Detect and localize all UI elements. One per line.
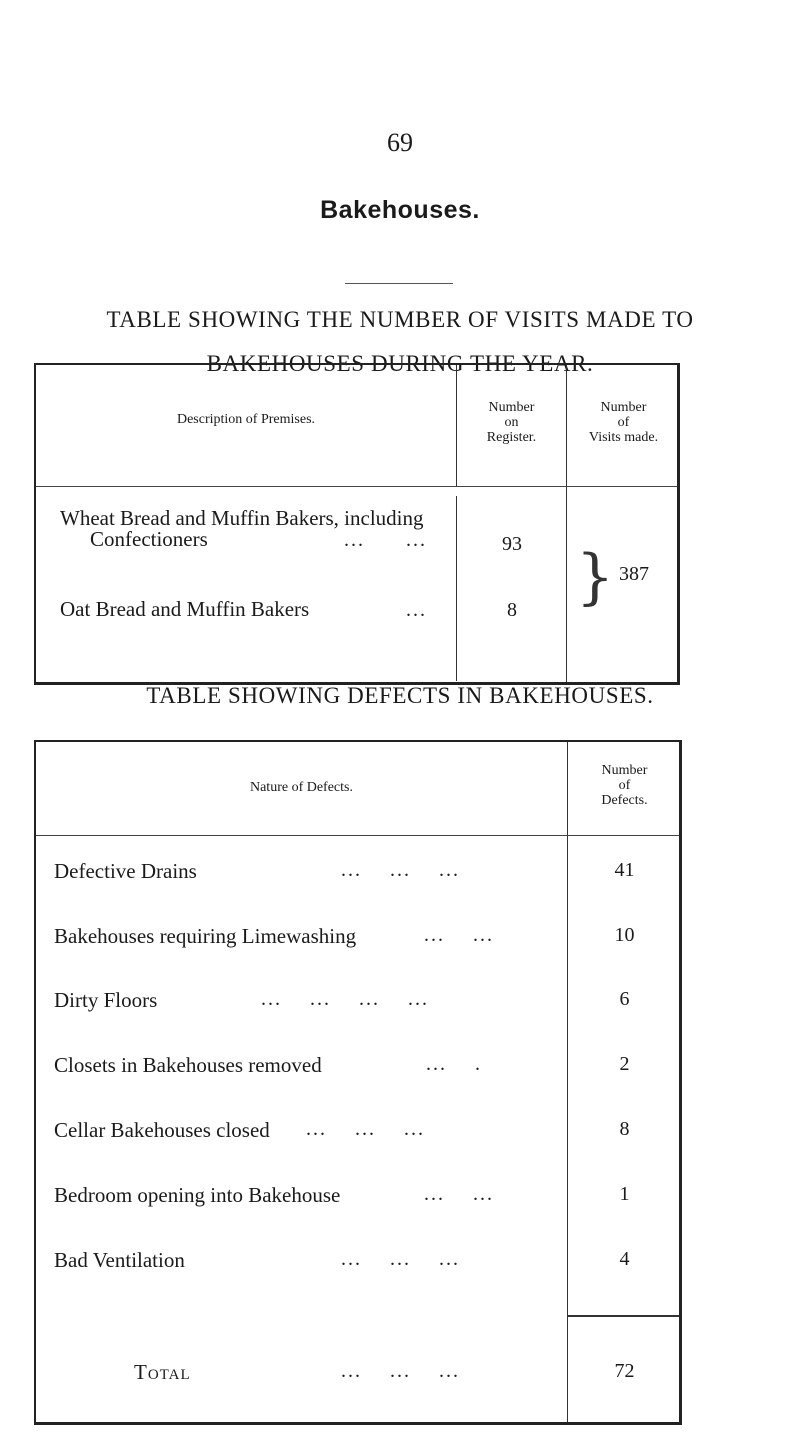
defect-label: Cellar Bakehouses closed [54,1118,270,1142]
visits-made-total: 387 [619,563,649,585]
column-divider [456,496,457,681]
row2-leader-dots: ... [406,599,427,621]
page-number: 69 [387,128,413,157]
defect-count: 4 [619,1248,630,1270]
leader-dots: ... ... ... [341,1360,460,1382]
row2-register-count: 8 [507,599,517,621]
defect-count: 41 [614,859,635,881]
defects-table [34,740,682,1425]
table1-caption-line2: BAKEHOUSES DURING THE YEAR. [206,351,594,376]
total-count: 72 [614,1360,635,1382]
total-label: Total [134,1360,191,1384]
header-number-of-defects: Number of Defects. [601,763,648,808]
table-row [36,1053,682,1083]
visits-table [34,363,680,685]
table-row [36,988,682,1018]
leader-dots: ... ... [424,1183,494,1205]
table-row [36,1118,682,1148]
defect-count: 10 [614,924,635,946]
defect-label: Bedroom opening into Bakehouse [54,1183,341,1207]
table2-caption: TABLE SHOWING DEFECTS IN BAKEHOUSES. [146,683,654,708]
row1-register-count: 93 [502,533,522,555]
leader-dots: ... ... ... [341,1248,460,1270]
row2-description: Oat Bread and Muffin Bakers [60,597,310,621]
table-row [36,924,682,954]
header-divider [36,835,679,836]
leader-dots: ... ... ... [341,859,460,881]
header-number-on-register: Number on Register. [486,400,537,445]
table-row [36,1183,682,1213]
leader-dots: ... ... ... ... [261,988,429,1010]
column-divider [566,486,567,682]
row1-description-line2: Confectioners [90,527,208,551]
table-row [36,859,682,889]
table1-caption-line1: TABLE SHOWING THE NUMBER OF VISITS MADE TO [106,307,694,332]
leader-dots: ... ... ... [306,1118,425,1140]
defect-count: 2 [619,1053,630,1075]
defect-count: 1 [619,1183,630,1205]
defect-label: Bad Ventilation [54,1248,185,1272]
brace-icon: } [576,542,615,612]
page-heading: Bakehouses. [320,196,480,224]
row1-description-line1: Wheat Bread and Muffin Bakers, including [60,506,424,530]
defect-count: 8 [619,1118,630,1140]
leader-dots: ... ... [424,924,494,946]
leader-dots: ... . [426,1053,482,1075]
header-number-of-visits: Number of Visits made. [588,400,659,445]
table-row [36,1248,682,1278]
defect-label: Defective Drains [54,859,197,883]
total-rule [567,1315,679,1317]
heading-divider [345,283,453,284]
row1-leader-dots-2: ... [406,529,427,551]
defect-count: 6 [619,988,630,1010]
defect-label: Bakehouses requiring Limewashing [54,924,357,948]
defect-label: Closets in Bakehouses removed [54,1053,322,1077]
header-divider [36,486,677,487]
row1-leader-dots: ... [344,529,365,551]
total-row [36,1360,682,1390]
defect-label: Dirty Floors [54,988,158,1012]
header-nature-of-defects: Nature of Defects. [249,780,353,795]
header-description: Description of Premises. [176,412,316,427]
